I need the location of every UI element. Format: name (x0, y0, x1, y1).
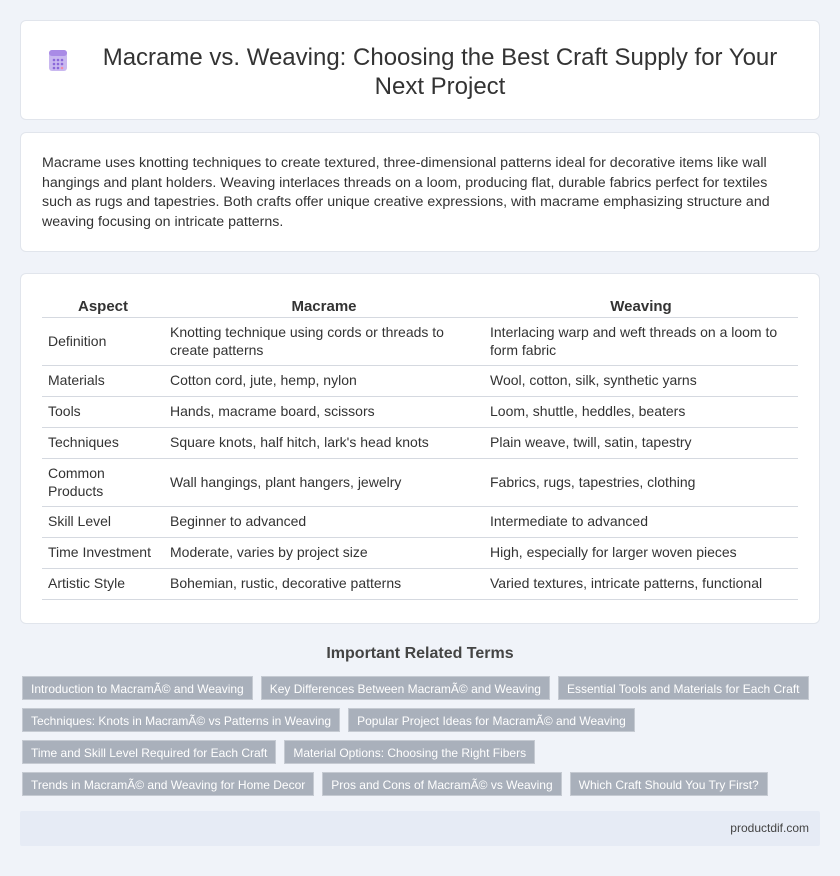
related-term-tag[interactable]: Material Options: Choosing the Right Fibers (284, 740, 535, 764)
column-header-weaving: Weaving (484, 296, 798, 318)
cell-weaving: Varied textures, intricate patterns, functional (484, 569, 798, 600)
table-row (42, 366, 798, 397)
footer-site-link[interactable]: productdif.com (730, 821, 809, 835)
related-term-tag[interactable]: Essential Tools and Materials for Each Craft (558, 676, 809, 700)
cell-aspect: Materials (42, 366, 164, 397)
cell-aspect: Definition (42, 318, 164, 366)
comparison-table-card (20, 273, 820, 624)
tag-row (22, 676, 822, 700)
cell-macrame: Moderate, varies by project size (164, 538, 484, 569)
cell-weaving: Interlacing warp and weft threads on a loom to form fabric (484, 318, 798, 366)
table-row (42, 397, 798, 428)
intro-card (20, 132, 820, 252)
cell-macrame: Cotton cord, jute, hemp, nylon (164, 366, 484, 397)
table-row (42, 428, 798, 459)
cell-weaving: Fabrics, rugs, tapestries, clothing (484, 459, 798, 507)
cell-weaving: Loom, shuttle, heddles, beaters (484, 397, 798, 428)
comparison-table (42, 296, 798, 600)
page-title: Macrame vs. Weaving: Choosing the Best Craft Supply for Your Next Project (102, 44, 778, 100)
cell-aspect: Time Investment (42, 538, 164, 569)
cell-macrame: Knotting technique using cords or threads to create patterns (164, 318, 484, 366)
related-term-tag[interactable]: Which Craft Should You Try First? (570, 772, 768, 796)
tag-row (22, 708, 822, 732)
cell-macrame: Square knots, half hitch, lark's head knots (164, 428, 484, 459)
footer (20, 811, 820, 846)
cell-weaving: Wool, cotton, silk, synthetic yarns (484, 366, 798, 397)
table-header-row (42, 296, 798, 318)
related-term-tag[interactable]: Trends in MacramÃ© and Weaving for Home Decor (22, 772, 314, 796)
cell-weaving: Intermediate to advanced (484, 507, 798, 538)
intro-text: Macrame uses knotting techniques to create textured, three-dimensional patterns ideal for decorative items like wall hangings and plant holders. Weaving interlaces threads on a loom, producing flat, durable fabrics perfect for textiles such as rugs and tapestries. Both crafts offer unique creative expressions, with macrame emphasizing structure and weaving focusing on intricate patterns. (42, 155, 770, 230)
related-term-tag[interactable]: Techniques: Knots in MacramÃ© vs Patterns in Weaving (22, 708, 340, 732)
related-terms-list (22, 676, 822, 804)
related-terms-heading: Important Related Terms (326, 645, 514, 662)
cell-aspect: Skill Level (42, 507, 164, 538)
tag-row (22, 740, 822, 764)
table-row (42, 538, 798, 569)
table-row (42, 507, 798, 538)
related-term-tag[interactable]: Time and Skill Level Required for Each Craft (22, 740, 276, 764)
related-term-tag[interactable]: Popular Project Ideas for MacramÃ© and Weaving (348, 708, 635, 732)
cell-macrame: Hands, macrame board, scissors (164, 397, 484, 428)
cell-aspect: Artistic Style (42, 569, 164, 600)
cell-weaving: Plain weave, twill, satin, tapestry (484, 428, 798, 459)
cell-macrame: Bohemian, rustic, decorative patterns (164, 569, 484, 600)
cell-aspect: Common Products (42, 459, 164, 507)
related-term-tag[interactable]: Pros and Cons of MacramÃ© vs Weaving (322, 772, 561, 796)
cell-macrame: Beginner to advanced (164, 507, 484, 538)
header-card (20, 20, 820, 120)
tag-row (22, 772, 822, 796)
column-header-aspect: Aspect (42, 296, 164, 318)
table-row (42, 569, 798, 600)
table-row (42, 459, 798, 507)
cell-weaving: High, especially for larger woven pieces (484, 538, 798, 569)
cell-aspect: Tools (42, 397, 164, 428)
related-term-tag[interactable]: Introduction to MacramÃ© and Weaving (22, 676, 253, 700)
table-row (42, 318, 798, 366)
column-header-macrame: Macrame (164, 296, 484, 318)
related-term-tag[interactable]: Key Differences Between MacramÃ© and Weaving (261, 676, 550, 700)
cell-aspect: Techniques (42, 428, 164, 459)
cell-macrame: Wall hangings, plant hangers, jewelry (164, 459, 484, 507)
